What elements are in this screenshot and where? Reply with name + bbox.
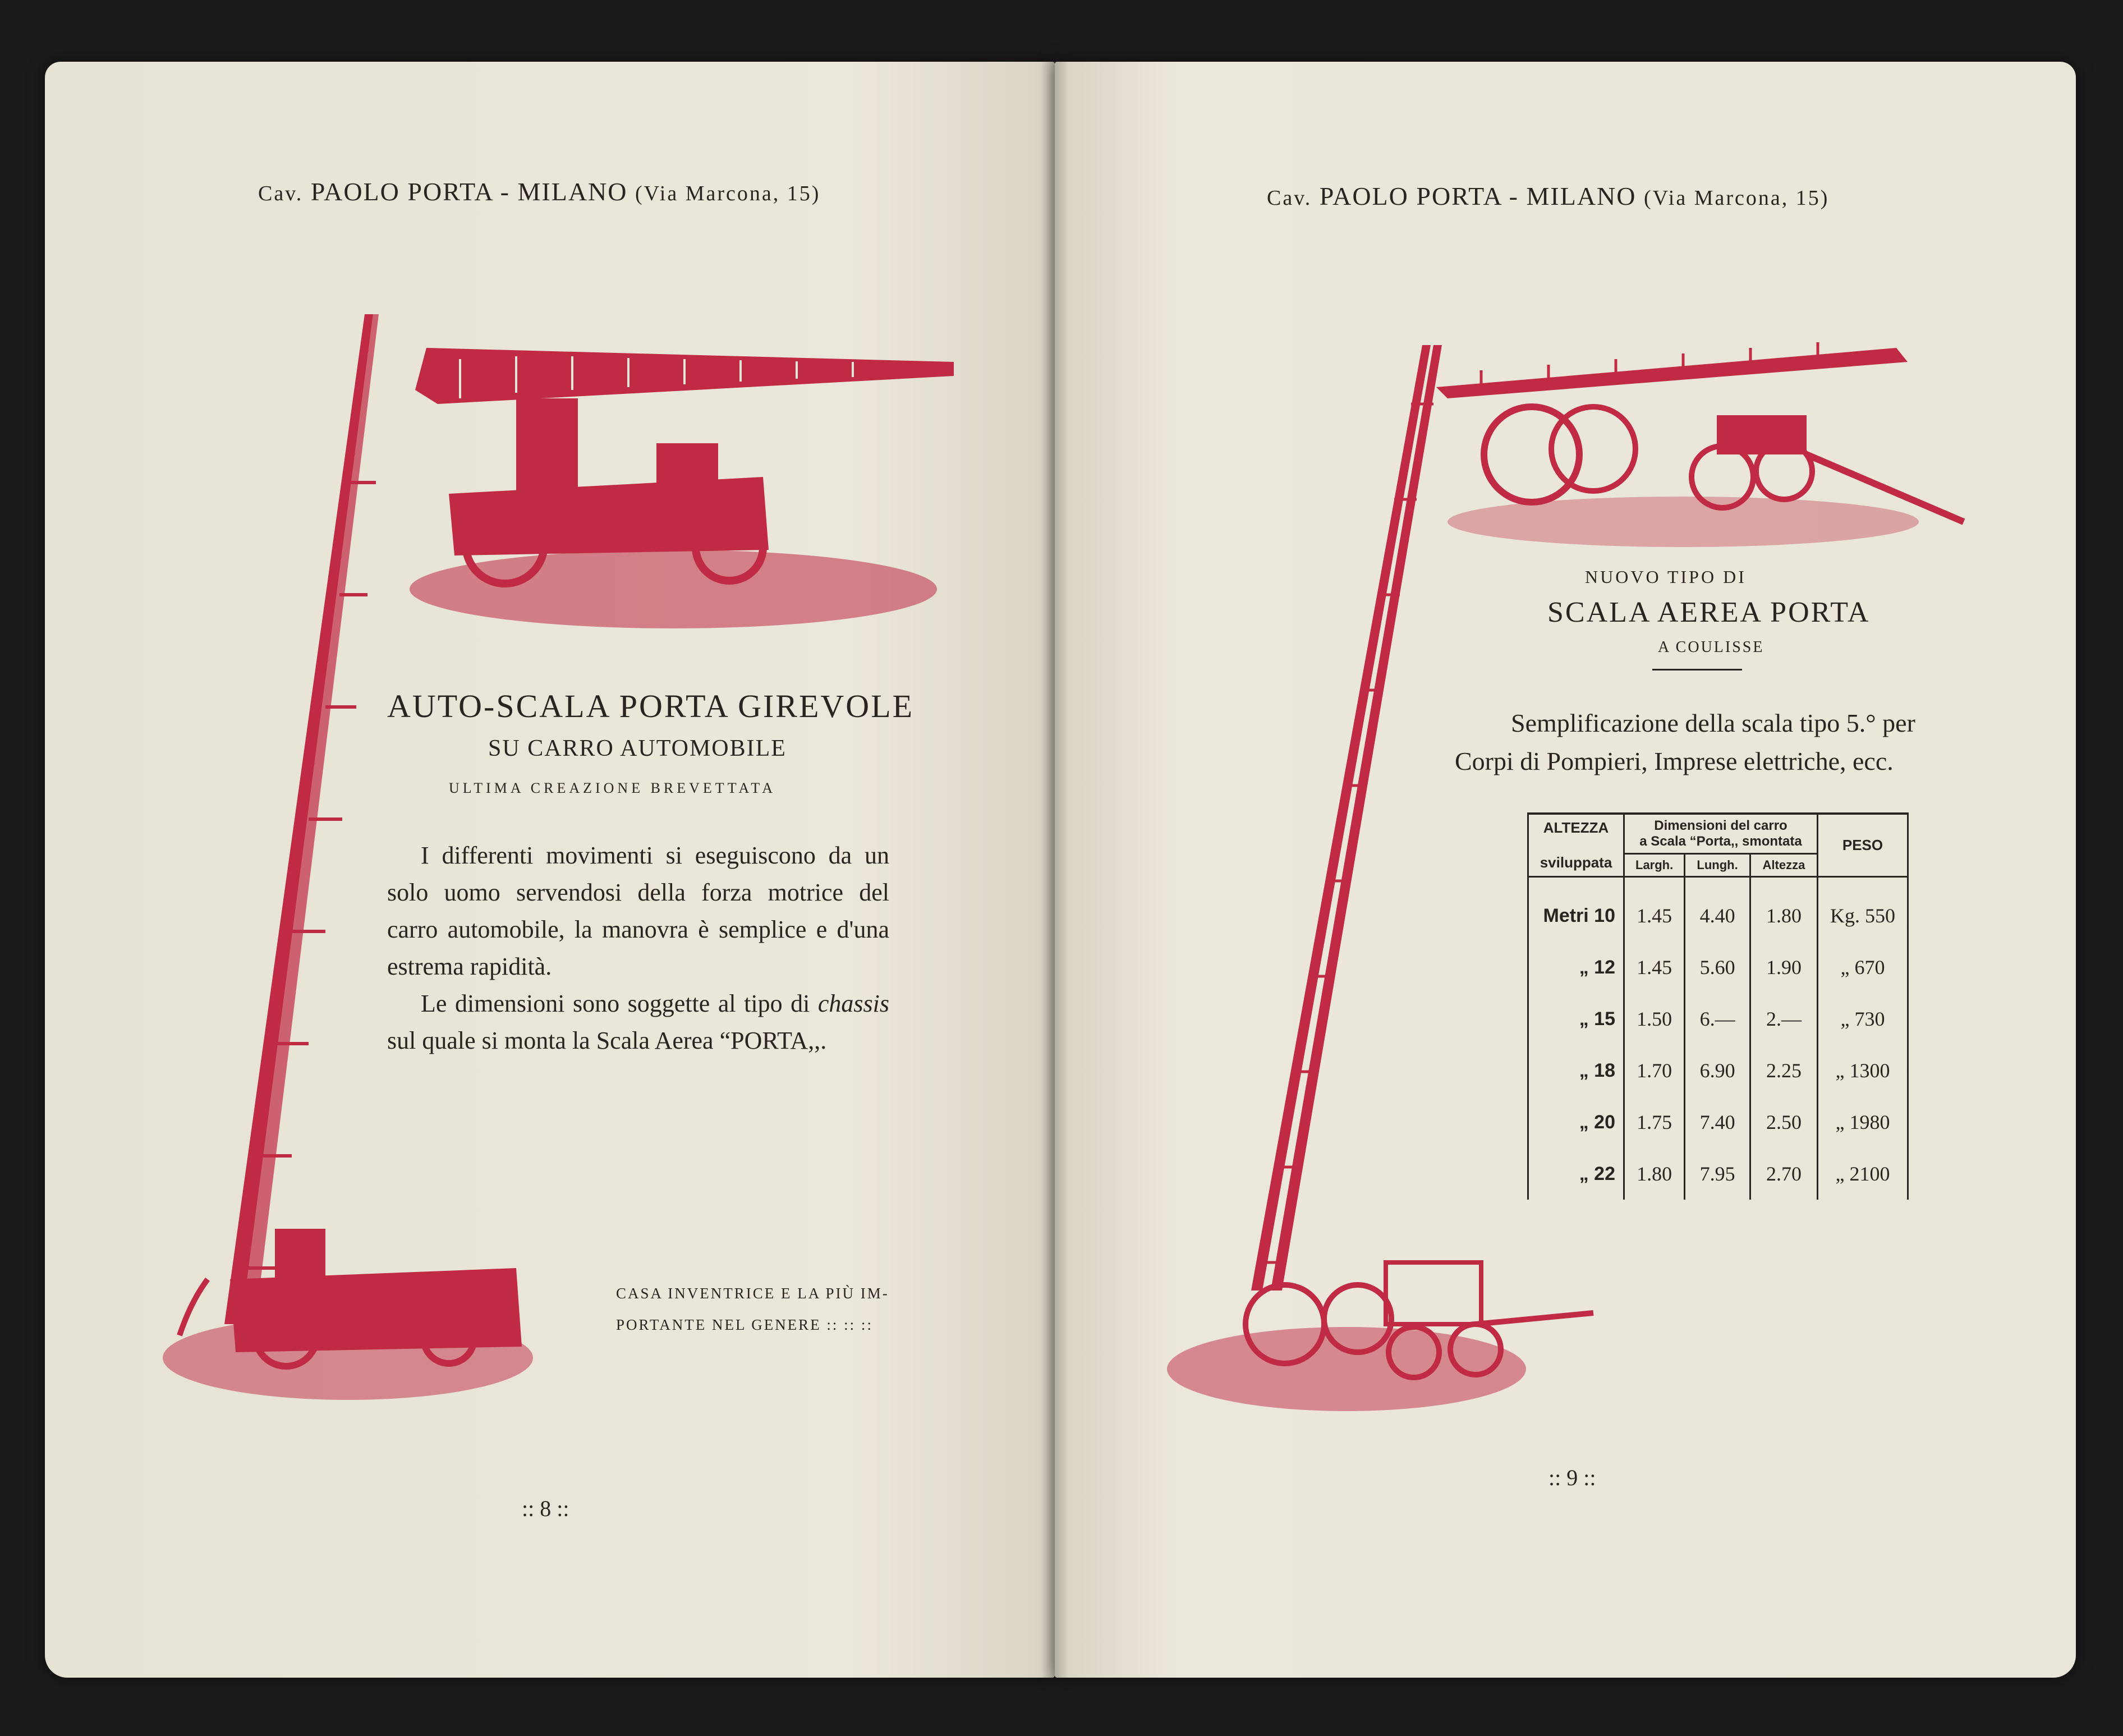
table-row [1528, 942, 1908, 993]
cell-peso: „ 730 [1818, 993, 1908, 1045]
header-main: PAOLO PORTA - MILANO [1319, 182, 1637, 210]
col-header-altezza-carro: Altezza [1750, 854, 1817, 877]
cell-peso: Kg. 550 [1818, 890, 1908, 942]
left-title: AUTO-SCALA PORTA GIREVOLE [387, 688, 915, 724]
cell-lungh: 4.40 [1685, 890, 1750, 942]
cell-alt: 2.— [1750, 993, 1817, 1045]
ladder-dimensions-table [1527, 812, 1909, 1200]
body-line: carro automobile, la manovra è semplice e d'una [387, 916, 889, 943]
cell-peso: „ 1300 [1818, 1045, 1908, 1096]
left-page-number: :: 8 :: [522, 1496, 569, 1521]
cell-altezza: Metri 10 [1528, 890, 1624, 942]
header-address: (Via Marcona, 15) [1643, 186, 1830, 210]
body-text: Le dimensioni sono soggette al tipo di [421, 990, 810, 1017]
cell-largh: 1.45 [1624, 942, 1685, 993]
table-row [1528, 993, 1908, 1045]
right-running-header [1267, 181, 1829, 211]
table-header-row [1528, 814, 1908, 854]
right-intro-line1: Semplificazione della scala tipo 5.° per [1511, 709, 1915, 737]
cell-largh: 1.80 [1624, 1148, 1685, 1200]
cell-lungh: 6.90 [1685, 1045, 1750, 1096]
header-address: (Via Marcona, 15) [635, 182, 821, 205]
cell-lungh: 7.95 [1685, 1148, 1750, 1200]
cell-altezza: „ 20 [1528, 1096, 1624, 1148]
right-pre-title: NUOVO TIPO DI [1585, 567, 1747, 587]
cell-peso: „ 1980 [1818, 1096, 1908, 1148]
cell-lungh: 7.40 [1685, 1096, 1750, 1148]
cell-altezza: „ 22 [1528, 1148, 1624, 1200]
left-tagline: ULTIMA CREAZIONE BREVETTATA [449, 780, 776, 796]
cell-lungh: 6.— [1685, 993, 1750, 1045]
cell-alt: 2.50 [1750, 1096, 1817, 1148]
header-text: Dimensioni del carro [1654, 818, 1787, 833]
body-line: solo uomo servendosi della forza motrice del [387, 879, 889, 906]
right-intro-line2: Corpi di Pompieri, Imprese elettriche, ecc. [1455, 747, 1894, 775]
header-main: PAOLO PORTA - MILANO [310, 177, 628, 206]
col-header-peso: PESO [1818, 814, 1908, 877]
title-divider [1652, 669, 1742, 670]
col-header-lungh: Lungh. [1685, 854, 1750, 877]
cell-largh: 1.50 [1624, 993, 1685, 1045]
table-row [1528, 1096, 1908, 1148]
body-line: I differenti movimenti si eseguiscono da un [421, 842, 889, 869]
cell-largh: 1.70 [1624, 1045, 1685, 1096]
left-running-header [258, 177, 820, 206]
cell-largh: 1.45 [1624, 890, 1685, 942]
right-page-number: :: 9 :: [1548, 1465, 1596, 1490]
body-line: estrema rapidità. [387, 953, 552, 980]
cell-altezza: „ 18 [1528, 1045, 1624, 1096]
cell-alt: 1.80 [1750, 890, 1817, 942]
left-body-text [387, 837, 889, 1059]
body-line-chassis [387, 985, 889, 1022]
col-header-dimensioni [1624, 814, 1818, 854]
left-subtitle: SU CARRO AUTOMOBILE [488, 736, 787, 761]
book-spine [1041, 62, 1069, 1678]
italic-word: chassis [817, 990, 890, 1017]
body-line: sul quale si monta la Scala Aerea “PORTA,,. [387, 1027, 827, 1054]
cell-alt: 2.70 [1750, 1148, 1817, 1200]
right-title: SCALA AEREA PORTA [1547, 596, 1871, 628]
table-row [1528, 1045, 1908, 1096]
header-prefix: Cav. [258, 182, 304, 205]
table-row [1528, 1148, 1908, 1200]
inventor-note-line1: CASA INVENTRICE E LA PIÙ IM- [616, 1285, 889, 1302]
header-prefix: Cav. [1267, 186, 1312, 210]
cell-alt: 1.90 [1750, 942, 1817, 993]
cell-altezza: „ 12 [1528, 942, 1624, 993]
table-gap-row [1528, 877, 1908, 890]
cell-alt: 2.25 [1750, 1045, 1817, 1096]
header-text: sviluppata [1540, 854, 1612, 871]
header-text: ALTEZZA [1543, 819, 1609, 836]
cell-largh: 1.75 [1624, 1096, 1685, 1148]
right-subtitle: A COULISSE [1658, 639, 1764, 656]
table-row [1528, 890, 1908, 942]
cell-altezza: „ 15 [1528, 993, 1624, 1045]
col-header-largh: Largh. [1624, 854, 1685, 877]
inventor-note-line2: PORTANTE NEL GENERE :: :: :: [616, 1316, 873, 1333]
col-header-altezza [1528, 814, 1624, 877]
cell-peso: „ 2100 [1818, 1148, 1908, 1200]
cell-lungh: 5.60 [1685, 942, 1750, 993]
header-text: a Scala “Porta,, smontata [1639, 834, 1802, 849]
cell-peso: „ 670 [1818, 942, 1908, 993]
